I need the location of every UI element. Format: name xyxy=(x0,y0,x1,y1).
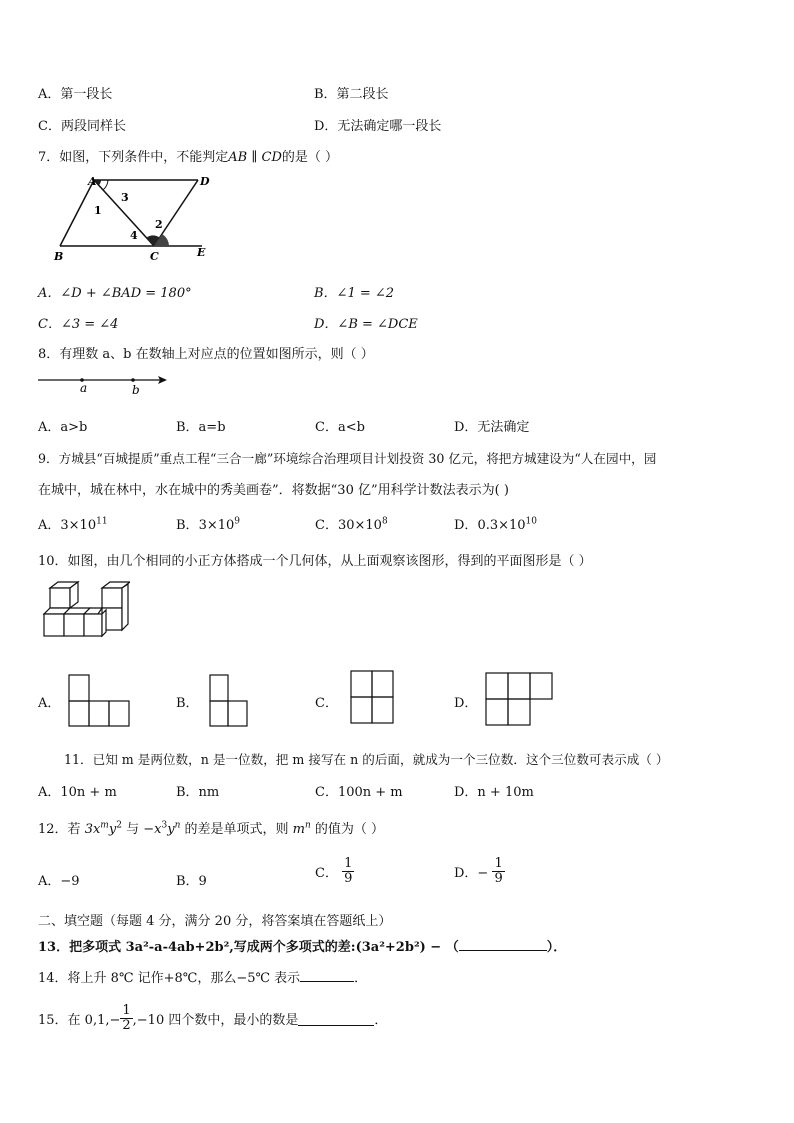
q7-option-b: B．∠1 = ∠2 xyxy=(314,286,395,301)
q13-answer-blank[interactable] xyxy=(459,950,547,951)
q14 xyxy=(38,967,367,986)
q12-stem-mid: 与 xyxy=(126,822,140,837)
q9-option-a xyxy=(38,514,108,533)
q9-option-c xyxy=(315,514,388,533)
q7-label-c: C xyxy=(150,250,159,263)
q10-option-b-shape xyxy=(209,674,251,728)
q14-text: 14．将上升 8℃ 记作+8℃，那么−5℃ 表示 xyxy=(38,971,301,986)
q12-stem-start: 12．若 xyxy=(38,822,81,837)
q7-label-d: D xyxy=(200,175,210,188)
q12-option-d xyxy=(454,857,505,886)
q15-text: 15．在 0,1,− xyxy=(38,1013,121,1028)
q12-option-c-numerator: 1 xyxy=(344,856,353,871)
q12-term-3: m xyxy=(292,822,305,837)
q7-angle-3: 3 xyxy=(121,191,129,204)
q12-term-2: −x xyxy=(143,822,162,837)
q14-end: ． xyxy=(354,971,368,986)
q8-stem: 8．有理数 a、b 在数轴上对应点的位置如图所示，则（ ） xyxy=(38,347,374,362)
q12-option-a: A．−9 xyxy=(38,874,80,889)
q7-angle-1: 1 xyxy=(94,204,102,217)
q11-option-c: C．100n + m xyxy=(315,785,403,800)
q7-angle-4: 4 xyxy=(130,229,138,242)
q9-option-c-exponent: 8 xyxy=(381,516,388,527)
q9-option-a-letter: A． xyxy=(38,518,61,533)
q6-option-d: D．无法确定哪一段长 xyxy=(314,119,442,134)
q15-denominator: 2 xyxy=(122,1018,131,1033)
q10-option-d-shape xyxy=(485,672,555,728)
q12-term-1-exp-2: 2 xyxy=(116,820,122,831)
q15-end: ． xyxy=(374,1013,388,1028)
q7-label-e: E xyxy=(197,246,206,259)
q12-option-d-denominator: 9 xyxy=(494,871,503,886)
q12-option-c-letter: C． xyxy=(315,866,338,881)
q7-option-d: D．∠B = ∠DCE xyxy=(314,317,418,332)
q9-option-d-letter: D． xyxy=(454,518,478,533)
q8-number-line xyxy=(36,370,176,396)
q7-stem-end: 的是（ ） xyxy=(281,150,339,165)
q12-term-2-y: y xyxy=(167,822,175,837)
q13-end: ）． xyxy=(546,940,567,955)
q13 xyxy=(38,936,566,955)
q11-stem: 11．已知 m 是两位数，n 是一位数，把 m 接写在 n 的后面，就成为一个三位数．这个三位数可表示成（ ） xyxy=(64,752,669,767)
q9-option-b-base: 3×10 xyxy=(198,518,235,533)
q7-parallelogram-figure xyxy=(50,172,220,264)
q12-term-1-exp-m: m xyxy=(100,820,109,831)
q15 xyxy=(38,1004,387,1033)
q12-term-1: 3x xyxy=(84,822,101,837)
section-2-heading: 二、填空题（每题 4 分，满分 20 分，将答案填在答题纸上） xyxy=(38,914,392,929)
q8-label-b: b xyxy=(132,383,140,396)
q9-option-b xyxy=(176,514,240,533)
q10-cube-figure xyxy=(40,580,130,650)
q10-option-a: A． xyxy=(38,696,61,711)
q12-stem-then: 的差是单项式，则 xyxy=(184,822,289,837)
q10-option-c: C． xyxy=(315,696,338,711)
q10-option-c-shape xyxy=(350,670,396,726)
q12-option-b: B．9 xyxy=(176,874,207,889)
q12-option-c xyxy=(315,857,354,886)
q7-option-a: A．∠D + ∠BAD = 180° xyxy=(38,286,192,301)
q11-option-d: D．n + 10m xyxy=(454,785,534,800)
q7-stem xyxy=(38,146,338,165)
q12-term-2-exp-3: 3 xyxy=(161,820,168,831)
q12-option-c-denominator: 9 xyxy=(344,871,353,886)
q6-option-a: A．第一段长 xyxy=(38,87,113,102)
q9-option-d xyxy=(454,514,537,533)
q7-label-b: B xyxy=(54,250,64,263)
q12-term-3-exp-n: n xyxy=(304,820,311,831)
q12-term-1-y: y xyxy=(108,822,117,837)
q9-option-a-base: 3×10 xyxy=(60,518,97,533)
q10-stem: 10．如图，由几个相同的小正方体搭成一个几何体，从上面观察该图形，得到的平面图形是（ ） xyxy=(38,554,592,569)
q7-option-c: C．∠3 = ∠4 xyxy=(38,317,119,332)
q15-fraction xyxy=(120,1004,132,1033)
q7-label-a: A xyxy=(88,175,97,188)
q10-option-b: B． xyxy=(176,696,199,711)
q7-angle-2: 2 xyxy=(155,218,163,231)
q9-option-d-base: 0.3×10 xyxy=(477,518,526,533)
q14-answer-blank[interactable] xyxy=(300,981,354,982)
q7-stem-math: AB ∥ CD xyxy=(228,150,282,165)
q9-option-a-exponent: 11 xyxy=(96,516,108,527)
q6-option-b: B．第二段长 xyxy=(314,87,389,102)
q8-option-c: C．a<b xyxy=(315,420,365,435)
q9-option-c-base: 30×10 xyxy=(337,518,382,533)
q9-option-b-exponent: 9 xyxy=(234,516,241,527)
q15-answer-blank[interactable] xyxy=(298,1011,374,1026)
q9-stem-line-2: 在城中，城在林中，水在城中的秀美画卷”．将数据“30 亿”用科学计数法表示为( ) xyxy=(38,483,509,498)
q9-option-d-exponent: 10 xyxy=(525,516,537,527)
q12-option-d-numerator: 1 xyxy=(494,856,503,871)
q13-text: 13．把多项式 3a²-a-4ab+2b²,写成两个多项式的差:(3a²+2b²) − （ xyxy=(38,940,459,955)
q12-stem xyxy=(38,818,384,837)
q15-numerator: 1 xyxy=(122,1003,131,1018)
q6-option-c: C．两段同样长 xyxy=(38,119,126,134)
q10-option-a-shape xyxy=(68,674,132,728)
q8-option-b: B．a=b xyxy=(176,420,226,435)
q12-stem-end: 的值为（ ） xyxy=(314,822,385,837)
q9-option-b-letter: B． xyxy=(176,518,199,533)
q12-option-c-fraction xyxy=(342,857,354,886)
q12-term-2-exp-n: n xyxy=(174,820,181,831)
q12-option-d-fraction xyxy=(492,857,504,886)
q10-option-d: D． xyxy=(454,696,478,711)
q9-stem-line-1: 9．方城县“百城提质”重点工程“三合一廊”环境综合治理项目计划投资 30 亿元，将把方城建设为“人在园中，园 xyxy=(38,451,657,466)
q8-option-a: A．a>b xyxy=(38,420,88,435)
q11-option-a: A．10n + m xyxy=(38,785,117,800)
q12-option-d-letter: D．− xyxy=(454,866,489,881)
q9-option-c-letter: C． xyxy=(315,518,338,533)
q7-stem-text: 7．如图，下列条件中，不能判定 xyxy=(38,150,229,165)
q15-text-mid: ,−10 四个数中，最小的数是 xyxy=(132,1013,299,1028)
q11-option-b: B．nm xyxy=(176,785,220,800)
q8-label-a: a xyxy=(80,381,88,395)
q8-option-d: D．无法确定 xyxy=(454,420,530,435)
